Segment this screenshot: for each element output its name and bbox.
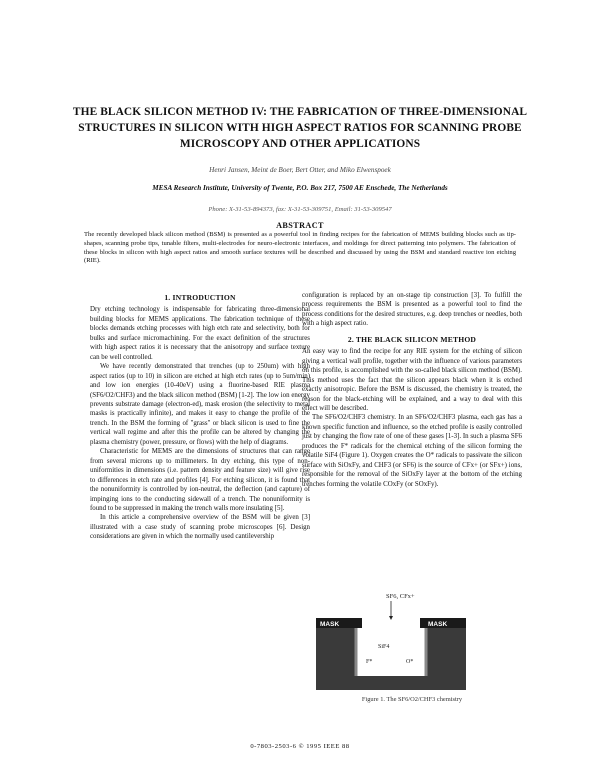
contact-info: Phone: X-31-53-894373, fax: X-31-53-309751, Email: 31-53-309547	[208, 206, 392, 213]
section-heading-black-silicon: 2. THE BLACK SILICON METHOD	[347, 334, 477, 344]
left-column	[90, 291, 310, 542]
page-footer: 0-7803-2503-6 © 1995 IEEE 88	[250, 743, 350, 750]
section-heading-introduction: 1. INTRODUCTION	[164, 293, 236, 302]
abstract-text: The recently developed black silicon method (BSM) is presented as a powerful tool in finding recipes for the fabrication of MEMS building blocks such as tip-shapes, scanning probe tips, tunable filters, multi-electrodes for neuro-electronic interfaces, and moldings for direct patterning into polymers. The fabrication of these blocks in silicon with high aspect ratios and smooth surface textures will be described and discussed by using the BSM and standard reactive ion etching (RIE).	[84, 231, 516, 265]
trench	[356, 628, 426, 676]
ion-arrow-head	[389, 616, 393, 620]
figure-1-chemistry-diagram	[316, 588, 466, 690]
intro-paragraph-1: Dry etching technology is indispensable for fabricating three-dimensional building blocks for MEMS applications. The fabrication technique of these blocks demands etching processes with high etch rate and selectivity, both for bulks and surface micromachining. For the exact definition of the structures with high aspect ratios it is necessary that the anisotropy and surface texture can be well controlled.	[90, 306, 310, 361]
silicon-bottom	[316, 676, 466, 690]
figure-label-ions: SF6, CFx+	[386, 593, 415, 600]
figure-label-f-radical: F*	[366, 659, 373, 665]
figure-label-mask-left: MASK	[320, 621, 340, 628]
figure-label-o-radical: O*	[406, 659, 414, 665]
figure-caption: Figure 1. The SF6/O2/CHF3 chemistry	[361, 696, 463, 703]
intro-paragraph-4: In this article a comprehensive overview of the BSM will be given [3] illustrated with a case study of scanning probe microscopes [6]. Design considerations are given in which the normally used cantilevership	[90, 514, 310, 541]
right-paragraph-1: configuration is replaced by an on-stage tip construction [3]. To fulfill the process requirements the BSM is presented as a powerful tool to find the process conditions for the desired structures, e.g. deep trenches or needles, both with a high aspect ratio.	[302, 292, 522, 328]
abstract-heading: ABSTRACT	[276, 221, 324, 230]
figure-label-sif4: SiF4	[378, 644, 390, 650]
intro-paragraph-3: Characteristic for MEMS are the dimensions of structures that can range from several microns up to millimeters. In dry etching, this type of non-uniformities in dimensions (i.e. pattern density and feature size) will give rise to differences in etch rate and profiles [4]. For etching silicon, it is found that the nonuniformity is controlled by ion-neutral, the deflection (and capture) of impinging ions to the conducting sidewall of a trench. The nonuniformity is found to be suppressed in making the trench walls more insulating [5].	[90, 448, 310, 512]
intro-paragraph-2: We have recently demonstrated that trenches (up to 250um) with high aspect ratios (up to 10) in silicon are etched at high etch rates (up to 5um/min) and low ion energies (10-40eV) using a fluorine-based RIE plasma (SF6/O2/CHF3) and the black silicon method (BSM) [1-2]. The low ion energy prevents substrate damage (electron-ed), mask erosion (the selectivity to metal masks is practically infinite), and makes it easy to change the profile of the trench. In the BSM the forming of "grass" or black silicon is used to fine the vertical wall regime and after this the profile can be altered by changing the plasma chemistry (power, pressure, or flows) with the help of diagrams.	[90, 363, 310, 446]
paper-title: THE BLACK SILICON METHOD IV: THE FABRICATION OF THREE-DIMENSIONAL STRUCTURES IN SILICON WITH HIGH ASPECT RATIOS FOR SCANNING PROBE MICROSCOPY AND OTHER APPLICATIONS	[72, 106, 528, 150]
figure-label-mask-right: MASK	[428, 621, 448, 628]
right-column	[302, 291, 522, 489]
affiliation: MESA Research Institute, University of Twente, P.O. Box 217, 7500 AE Enschede, The Netherlands	[152, 184, 448, 192]
author-list: Henri Jansen, Meint de Boer, Bert Otter, and Miko Elwenspoek	[209, 166, 391, 174]
bsm-paragraph-2: The SF6/O2/CHF3 chemistry. In an SF6/O2/CHF3 plasma, each gas has a known specific function and influence, so the etched profile is easily controlled just by changing the flow rate of one of these gases [1-3]. In such a plasma SF6 produces the F* radicals for the chemical etching of the silicon forming the volatile SiF4 (Figure 1). Oxygen creates the O* radicals to passivate the silicon surface with SiOxFy, and CHF3 (or SF6) is the source of CFx+ (or SFx+) ions, responsible for the removal of the SiOxFy layer at the bottom of the etching trenches forming the volatile COxFy (or SOxFy).	[302, 414, 522, 488]
bsm-paragraph-1: An easy way to find the recipe for any RIE system for the etching of silicon giving a vertical wall profile, together with the influence of various parameters on this profile, is accomplished with the so-called black silicon method (BSM). This method uses the fact that the silicon appears black when it is etched exactly anisotropic. Before the BSM is discussed, the chemistry is treated, the reason for the black-etching will be explained, and a way to deal with this effect will be described.	[302, 348, 522, 412]
